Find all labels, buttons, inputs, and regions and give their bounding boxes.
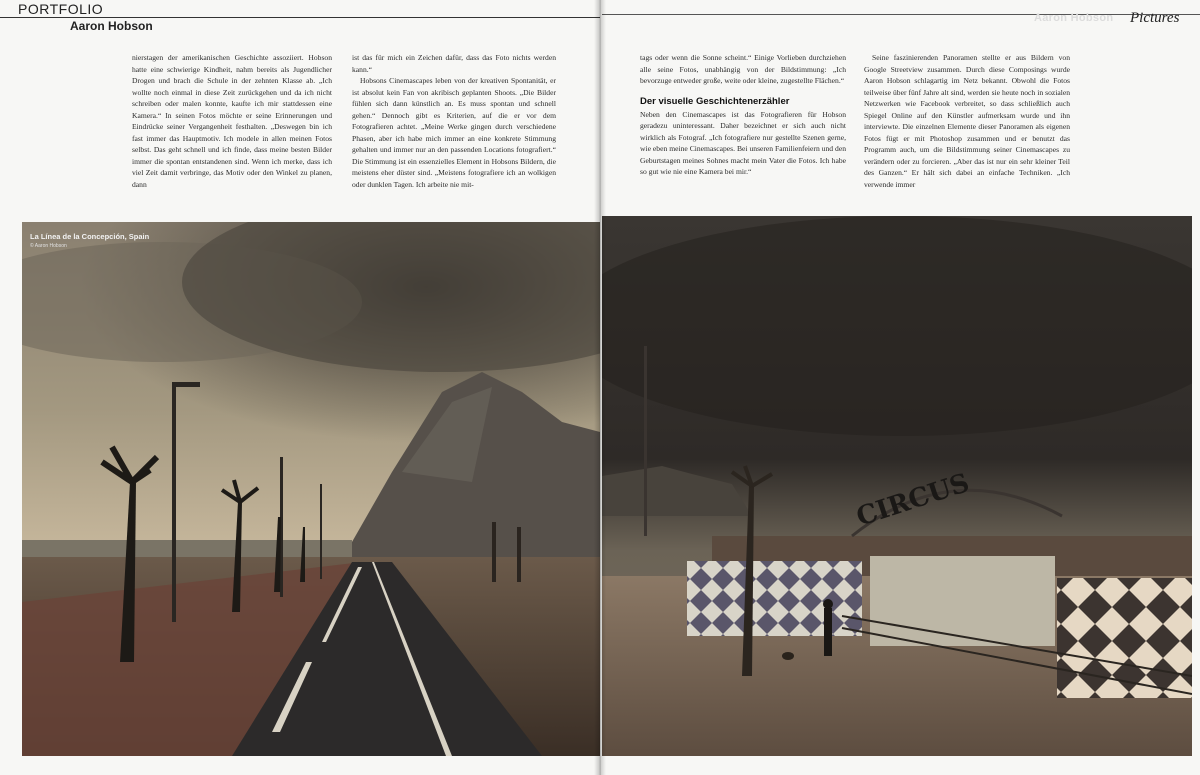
subheading: Der visuelle Geschichtenerzähler <box>640 95 790 107</box>
photo-road-rock <box>22 222 600 756</box>
photo-credit: © Aaron Hobson <box>30 243 67 249</box>
header-rule <box>0 17 600 18</box>
text-column-2 <box>352 52 556 190</box>
photo-caption: La Línea de la Concepción, Spain <box>30 232 150 241</box>
right-page <box>602 0 1200 775</box>
section-title: PORTFOLIO <box>18 1 104 17</box>
circus-sign: CIRCUS <box>852 468 974 533</box>
paragraph: Seine faszinierenden Panoramen stellte er aus Bildern von Google Streetview zusammen. Durch diese Composings wurde Aaron Hobson schlagartig im Netz bekannt. Obwohl die Fotos teilweise über fünf Jahre alt sind, werden sie heute noch in sozialen Netzwerken wie Facebook verbreitet, so dass schließlich auch Spiegel Online auf den Künstler aufmerksam wurde und ihn interviewte. Die einzelnen Elemente dieser Panoramen als eigenen Fotos fügt er mit Photoshop zusammen und er benutzt das Programm auch, um die Bildstimmung seiner Cinemascapes zu verändern oder zu forcieren. „Aber das ist nur ein sehr kleiner Teil des Ganzen.“ Er hält sich dabei an einfache Techniken. „Ich verwende immer <box>864 53 1070 189</box>
text-column-4 <box>864 52 1070 190</box>
photo-circus <box>602 216 1192 756</box>
paragraph: nierstagen der amerikanischen Geschichte assoziiert. Hobson hatte eine schwierige Kindheit, nahm bereits als Jugendlicher Drogen und brach die Schule in der zehnten Klasse ab. „Ich wollte noch einmal in diese Zeit zurückgehen und da ich nicht schreiben oder malen konnte, kaufte ich mir stattdessen eine Kamera.“ In seinen Fotos möchte er seine Erinnerungen und Eindrücke seiner Vergangenheit festhalten. „Deswegen bin ich fast immer das Hauptmotiv. Ich modele in allen meinen Fotos selbst. Das geht schnell und ich finde, dass meine besten Bilder immer die spontan entstandenen sind. Wenn ich merke, dass ich viel Zeit damit verbringe, das Motiv oder den Winkel zu planen, dann <box>132 53 332 189</box>
paragraph: ist das für mich ein Zeichen dafür, dass das Foto nichts werden kann.“ <box>352 53 556 74</box>
text-column-1 <box>132 52 332 190</box>
magazine-logo: Pictures <box>1130 10 1180 26</box>
text-column-3 <box>640 52 846 178</box>
paragraph: tags oder wenn die Sonne scheint.“ Einige Vorlieben durchziehen alle seine Fotos, unabhängig von der Bildstimmung: „Ich bevorzuge entweder große, weite oder kleine, zugestellte Flächen.“ <box>640 53 846 85</box>
paragraph: Hobsons Cinemascapes leben von der kreativen Spontanität, er ist absolut kein Fan von akribisch geplanten Shoots. „Die Bilder fühlen sich dann künstlich an. Es muss spontan und schnell gehen.“ Dennoch gibt es Kriterien, auf die er vor dem Fotografieren achtet. „Meine Werke gingen durch verschiedene Phasen, aber ich habe mich immer an eine konkrete Stimmung gehalten und immer nur an den passenden Locations fotografiert.“ Die Stimmung ist ein essenzielles Element in Hobsons Bildern, die meistens eher düster sind. „Meistens fotografiere ich an wolkigen oder dunklen Tagen. Ich arbeite nie mit- <box>352 76 556 189</box>
author-name: Aaron Hobson <box>70 19 153 33</box>
page-gutter <box>594 0 606 775</box>
paragraph: Neben den Cinemascapes ist das Fotografieren für Hobson geradezu uninteressant. Daher bezeichnet er sich auch nicht wirklich als Fotograf. „Ich fotografiere nur gestellte Szenen gerne, wie eben meine Cinemascapes. Bei unseren Familienfeiern und den Geburtstagen meines Sohnes macht mein Vater die Fotos. Ich habe so gut wie nie eine Kamera bei mir.“ <box>640 109 846 176</box>
right-header-author: Aaron Hobson <box>1034 12 1114 24</box>
